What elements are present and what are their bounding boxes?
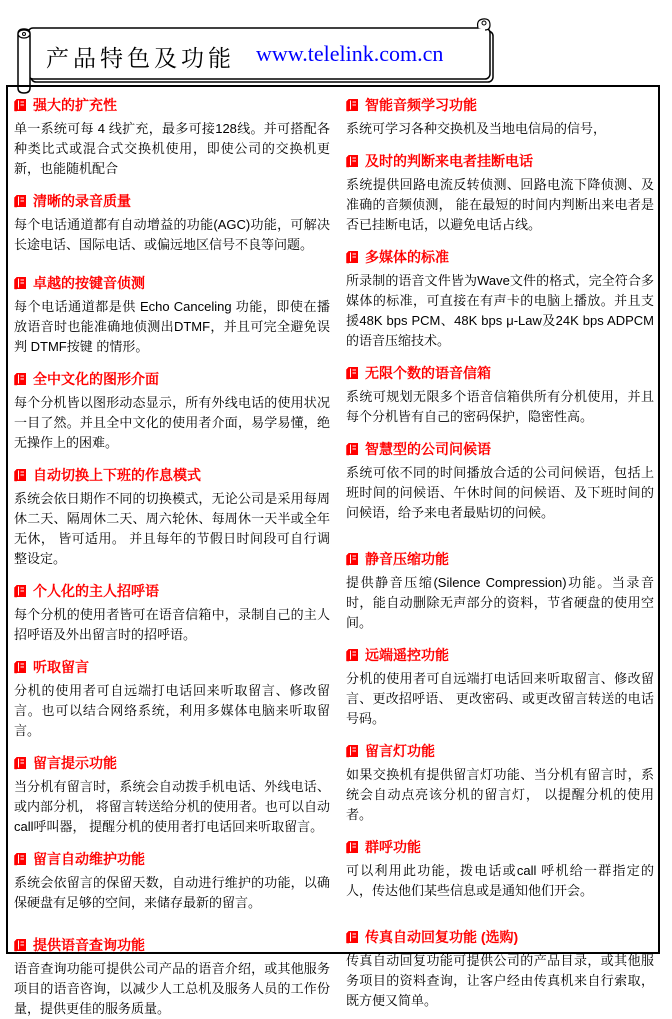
section-body: 可以利用此功能，拨电话或call 呼机给一群指定的人，传达他们某些信息或是通知他们开会。 (346, 863, 654, 898)
feature-section-right-1 (346, 95, 654, 139)
red-book-icon (14, 660, 27, 674)
section-title: 留言提示功能 (33, 755, 117, 771)
section-title: 自动切换上下班的作息模式 (33, 467, 201, 483)
section-body: 系统会依日期作不同的切换模式，无论公司是采用每周休二天、隔周休二天、周六轮休、每周休一天半或全年无休， 皆可适用。 并且每年的节假日时间段可自行调整设定。 (14, 491, 330, 566)
section-heading (14, 581, 330, 601)
feature-section-left-9 (14, 849, 330, 913)
section-body: 所录制的语音文件皆为Wave文件的格式，完全符合多媒体的标准，可直接在有声卡的电脑上播放。并且支援48K bps PCM、48K bps μ-Law及24K bps ADPCM的语音压缩技术。 (346, 273, 654, 348)
section-heading (346, 247, 654, 267)
section-title: 多媒体的标准 (365, 249, 449, 265)
red-book-icon (346, 250, 359, 264)
section-body: 提供静音压缩(Silence Compression)功能。当录音时，能自动删除无声部分的资料，节省硬盘的使用空间。 (346, 575, 654, 630)
section-body: 单一系统可每 4 线扩充，最多可接128线。并可搭配各种类比式或混合式交换机使用，即使公司的交换机更新，也能随机配合 (14, 121, 330, 176)
section-body: 传真自动回复功能可提供公司的产品目录，或其他服务项目的资料查询，让客户经由传真机来自行索取， 既方便又简单。 (346, 953, 654, 1008)
feature-section-right-7 (346, 645, 654, 729)
red-book-icon (346, 98, 359, 112)
feature-section-right-9 (346, 837, 654, 901)
section-heading (346, 549, 654, 569)
section-title: 全中文化的图形介面 (33, 371, 159, 387)
section-heading (14, 465, 330, 485)
red-book-icon (346, 552, 359, 566)
red-book-icon (346, 930, 359, 944)
feature-section-left-5 (14, 465, 330, 569)
section-body: 系统可规划无限多个语音信箱供所有分机使用，并且每个分机皆有自己的密码保护，隐密性高。 (346, 389, 654, 424)
section-body: 如果交换机有提供留言灯功能、当分机有留言时，系统会自动点亮该分机的留言灯， 以提醒分机的使用者。 (346, 767, 654, 822)
red-book-icon (346, 366, 359, 380)
section-body: 系统可依不同的时间播放合适的公司问候语，包括上班时间的问候语、午休时间的问候语、及下班时间的问候语，给予来电者最贴切的问候。 (346, 465, 654, 520)
section-title: 静音压缩功能 (365, 551, 449, 567)
red-book-icon (346, 840, 359, 854)
section-body: 每个电话通道都是供 Echo Canceling 功能，即使在播放语音时也能准确地侦测出DTMF，并且可完全避免误判 DTMF按键 的情形。 (14, 299, 330, 354)
section-title: 传真自动回复功能 (选购) (365, 929, 519, 945)
feature-section-right-5 (346, 439, 654, 523)
section-title: 及时的判断来电者挂断电话 (365, 153, 533, 169)
section-heading (14, 657, 330, 677)
section-heading (14, 191, 330, 211)
section-title: 听取留言 (33, 659, 89, 675)
section-heading (14, 849, 330, 869)
red-book-icon (14, 756, 27, 770)
feature-section-left-7 (14, 657, 330, 741)
section-body: 分机的使用者可自远端打电话回来听取留言、修改留言、更改招呼语、 更改密码、或更改留言转送的电话号码。 (346, 671, 654, 726)
section-title: 留言灯功能 (365, 743, 435, 759)
section-title: 个人化的主人招呼语 (33, 583, 159, 599)
section-heading (14, 273, 330, 293)
red-book-icon (346, 154, 359, 168)
features-box (6, 85, 660, 1016)
section-heading (346, 363, 654, 383)
feature-section-right-10 (346, 927, 654, 1011)
section-heading (346, 741, 654, 761)
red-book-icon (14, 852, 27, 866)
section-body: 系统会依留言的保留天数，自动进行维护的功能，以确保硬盘有足够的空间，来储存最新的留言。 (14, 875, 330, 910)
section-body: 系统可学习各种交换机及当地电信局的信号， (346, 121, 607, 136)
page-title: 产品特色及功能 (46, 45, 235, 71)
section-heading (346, 151, 654, 171)
feature-section-right-8 (346, 741, 654, 825)
red-book-icon (14, 98, 27, 112)
section-heading (346, 645, 654, 665)
feature-section-left-1 (14, 95, 330, 179)
section-heading (346, 927, 654, 947)
section-title: 无限个数的语音信箱 (365, 365, 491, 381)
section-heading (14, 935, 330, 955)
feature-section-left-6 (14, 581, 330, 645)
section-body: 每个分机的使用者皆可在语音信箱中，录制自己的主人招呼语及外出留言时的招呼语。 (14, 607, 330, 642)
feature-section-left-3 (14, 273, 330, 357)
feature-section-right-3 (346, 247, 654, 351)
section-heading (346, 837, 654, 857)
section-heading (346, 95, 654, 115)
column-left (14, 91, 330, 1016)
red-book-icon (346, 442, 359, 456)
website-url-link[interactable]: www.telelink.com.cn (256, 41, 444, 66)
red-book-icon (346, 648, 359, 662)
section-body: 当分机有留言时，系统会自动拨手机电话、外线电话、或内部分机， 将留言转送给分机的使用者。也可以自动call呼叫器， 提醒分机的使用者打电话回来听取留言。 (14, 779, 330, 834)
section-title: 智慧型的公司问候语 (365, 441, 491, 457)
section-title: 强大的扩充性 (33, 97, 117, 113)
section-title: 群呼功能 (365, 839, 421, 855)
red-book-icon (14, 468, 27, 482)
section-heading (14, 95, 330, 115)
section-title: 提供语音查询功能 (33, 937, 145, 953)
section-body: 每个电话通道都有自动增益的功能(AGC)功能，可解决长途电话、国际电话、或偏远地区信号不良等问题。 (14, 217, 330, 252)
section-body: 每个分机皆以图形动态显示，所有外线电话的使用状况一目了然。并且全中文化的使用者介面，易学易懂，绝无操作上的困难。 (14, 395, 330, 450)
section-heading (346, 439, 654, 459)
feature-section-right-2 (346, 151, 654, 235)
feature-section-left-4 (14, 369, 330, 453)
red-book-icon (14, 194, 27, 208)
section-title: 清晰的录音质量 (33, 193, 131, 209)
feature-section-left-8 (14, 753, 330, 837)
section-body: 分机的使用者可自远端打电话回来听取留言、修改留言。也可以结合网络系统，利用多媒体电脑来听取留言。 (14, 683, 330, 738)
section-body: 系统提供回路电流反转侦测、回路电流下降侦测、及准确的音频侦测， 能在最短的时间内判断出来电者是否已挂断电话，以避免电话占线。 (346, 177, 654, 232)
red-book-icon (14, 584, 27, 598)
section-title: 留言自动维护功能 (33, 851, 145, 867)
red-book-icon (14, 276, 27, 290)
red-book-icon (14, 372, 27, 386)
feature-section-right-6 (346, 549, 654, 633)
section-heading (14, 753, 330, 773)
red-book-icon (14, 938, 27, 952)
feature-section-left-10 (14, 935, 330, 1019)
feature-section-right-4 (346, 363, 654, 427)
red-book-icon (346, 744, 359, 758)
section-body: 语音查询功能可提供公司产品的语音介绍，或其他服务项目的语音咨询，以减少人工总机及服务人员的工作份量，提供更佳的服务质量。 (14, 961, 330, 1016)
section-title: 卓越的按键音侦测 (33, 275, 145, 291)
section-title: 智能音频学习功能 (365, 97, 477, 113)
feature-section-left-2 (14, 191, 330, 255)
column-right (346, 91, 654, 1008)
section-heading (14, 369, 330, 389)
section-title: 远端遥控功能 (365, 647, 449, 663)
